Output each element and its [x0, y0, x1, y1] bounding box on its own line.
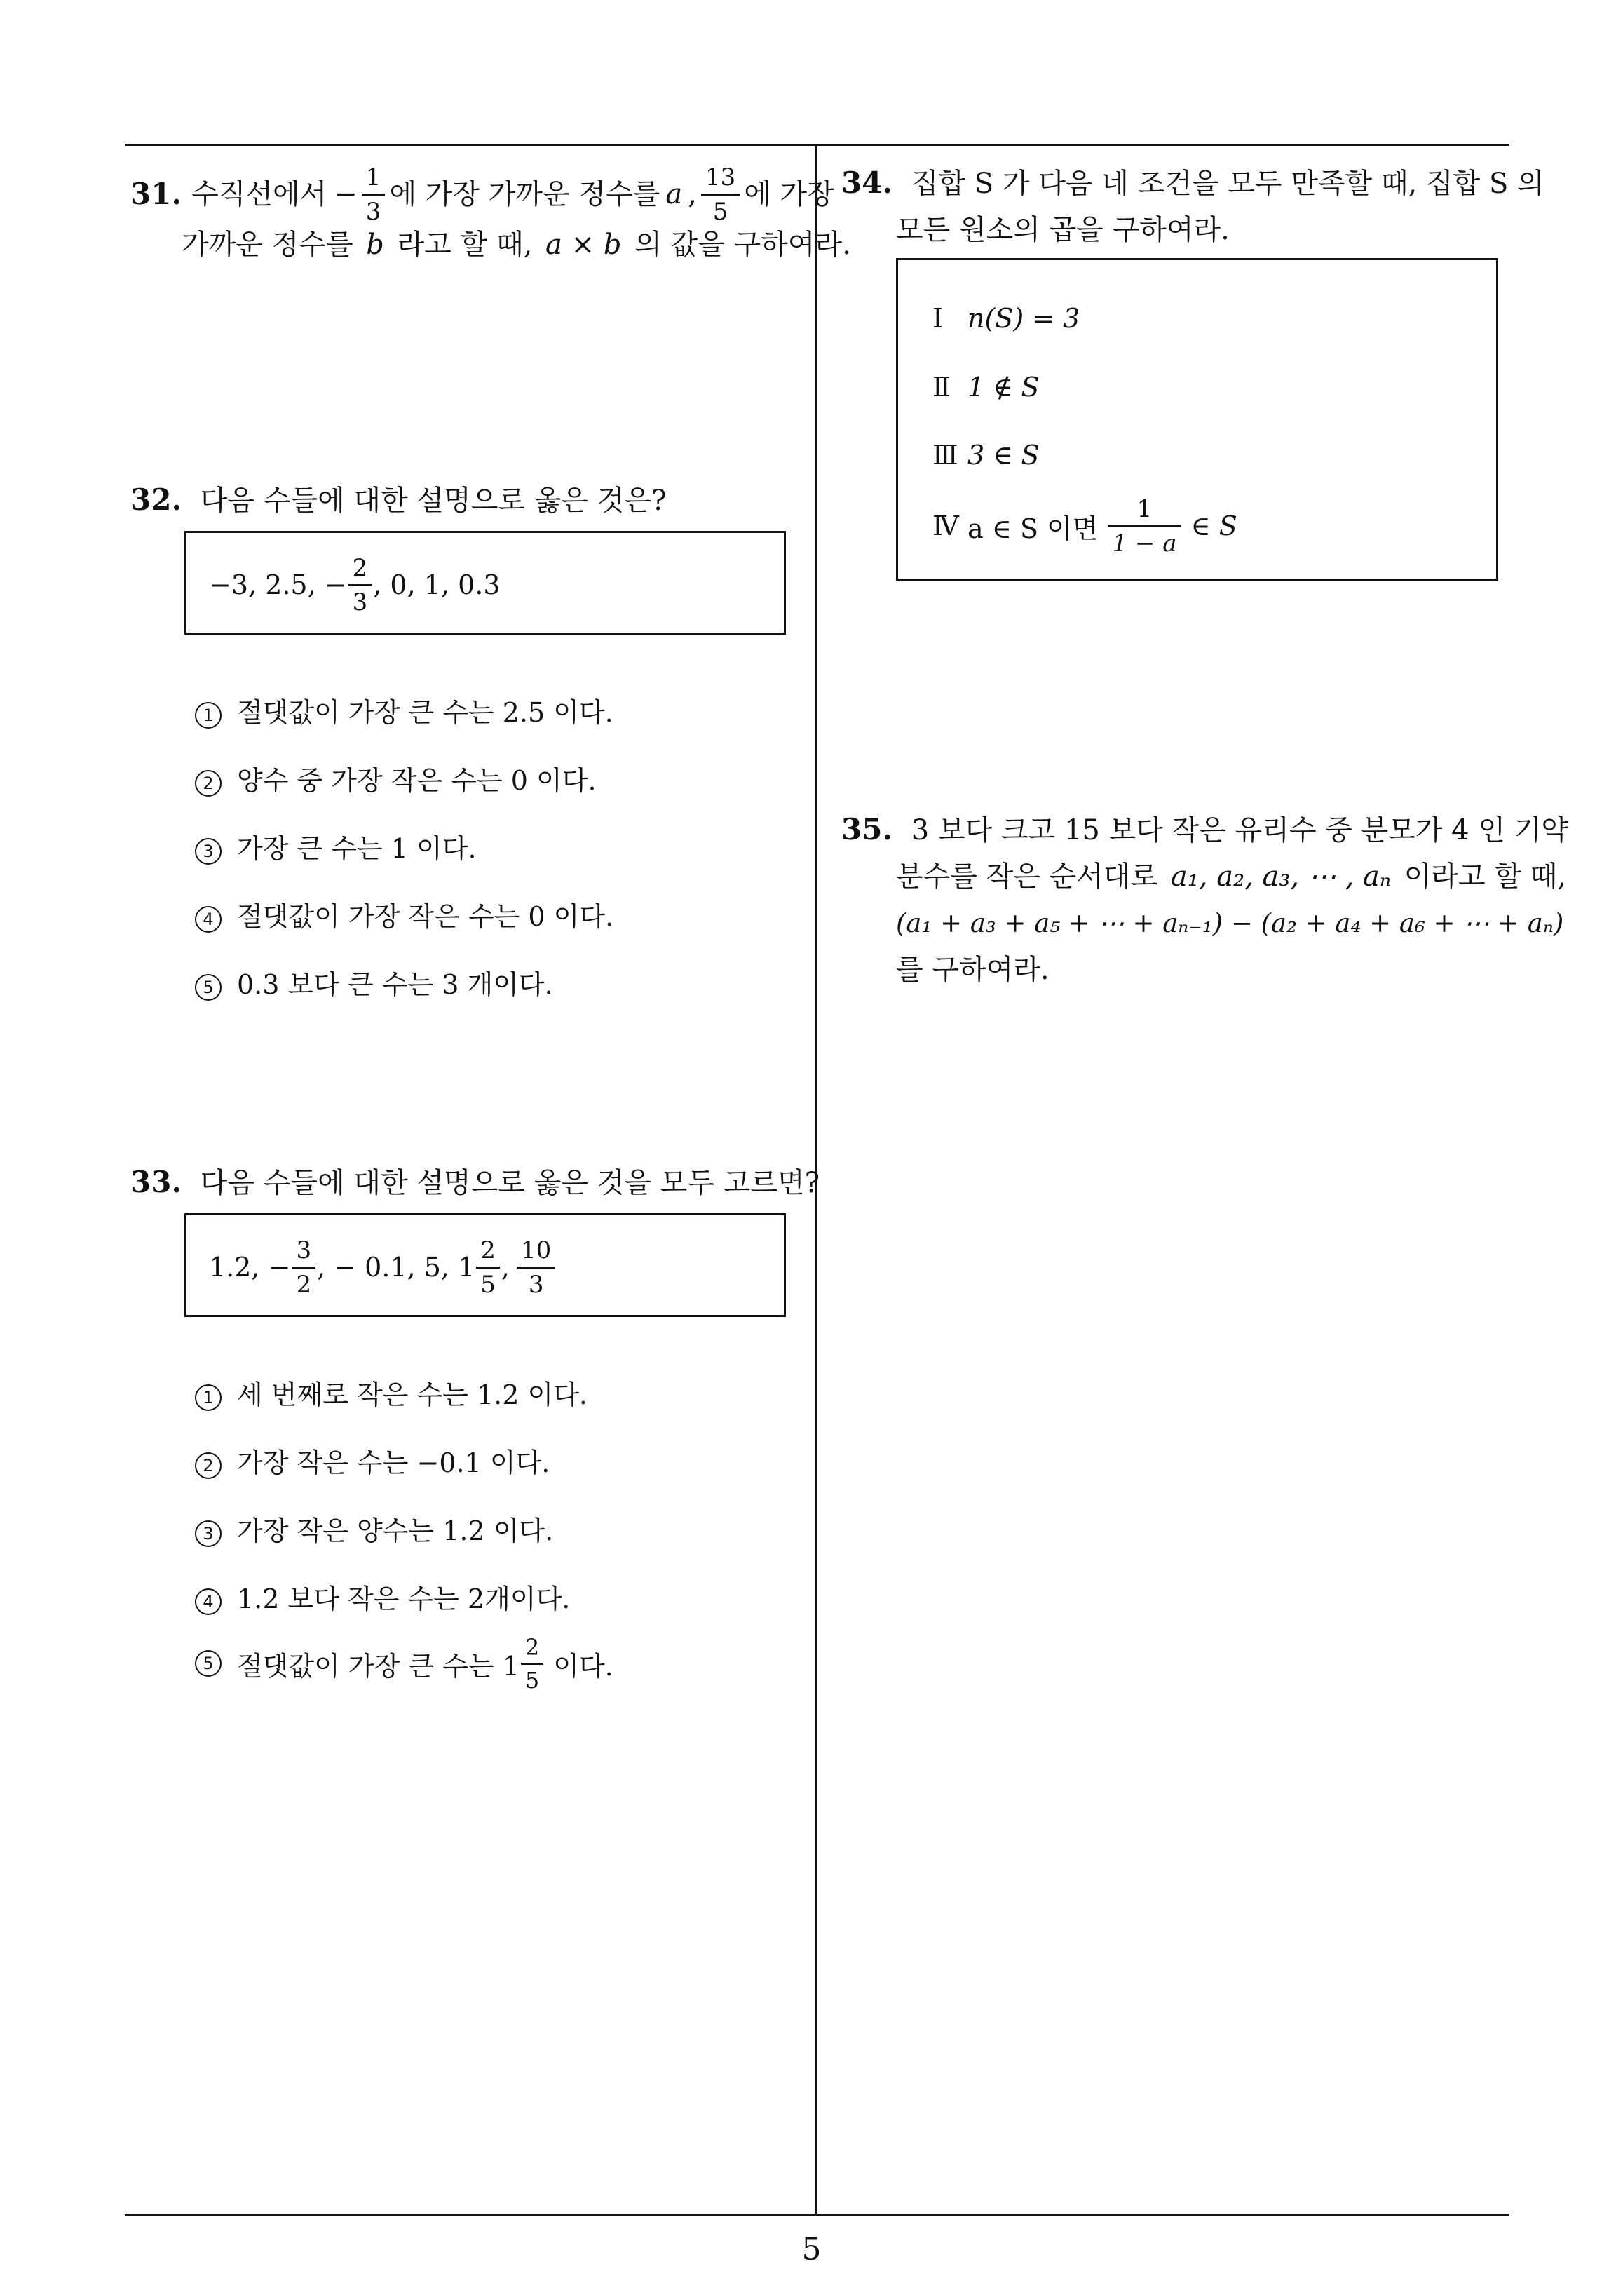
q31-text-2: 에 가장 가까운 정수를	[389, 178, 660, 210]
condition-2: Ⅱ 1 ∉ S	[932, 372, 1040, 403]
q35-line-2: 분수를 작은 순서대로	[896, 860, 1158, 893]
q34-line-2: 모든 원소의 곱을 구하여라.	[896, 214, 1230, 246]
sequence: a₁, a₂, a₃, ⋯ , aₙ	[1170, 860, 1392, 893]
option-5[interactable]: 5 0.3 보다 큰 수는 3 개이다.	[195, 963, 553, 1001]
number-list-comma: ,	[501, 1252, 510, 1283]
option-5[interactable]: 5 절댓값이 가장 큰 수는 1 $\frac{2}{5}$ 이다.	[195, 1628, 613, 1699]
condition-4: Ⅳ a ∈ S 이면 $\frac{1}{1 - a}$ ∈ S	[932, 494, 1237, 558]
question-34	[841, 160, 1544, 253]
variable-a: a	[665, 178, 683, 210]
question-35	[841, 806, 1568, 993]
question-number: 34.	[841, 166, 893, 200]
option-4[interactable]: 4 절댓값이 가장 작은 수는 0 이다.	[195, 895, 613, 933]
option-1[interactable]: 1 세 번째로 작은 수는 1.2 이다.	[195, 1373, 588, 1412]
fraction-two-fifths: $\frac{2}{5}$	[521, 1636, 543, 1691]
variable-b: b	[366, 229, 384, 261]
question-number: 31.	[130, 177, 182, 211]
comma: ,	[688, 178, 697, 210]
question-number: 33.	[130, 1165, 182, 1199]
page-number: 5	[801, 2231, 822, 2267]
product-expression: a × b	[545, 229, 622, 261]
question-33	[130, 1159, 820, 1206]
minus-sign: −	[334, 178, 358, 210]
option-2[interactable]: 2 양수 중 가장 작은 수는 0 이다.	[195, 759, 597, 797]
q31-text-3: 에 가장	[744, 178, 834, 210]
fraction-three-halves: $\frac{3}{2}$	[292, 1238, 315, 1297]
question-31	[130, 163, 851, 268]
question-number: 32.	[130, 482, 182, 517]
fraction-ten-thirds: $\frac{10}{3}$	[517, 1238, 555, 1297]
option-1[interactable]: 1 절댓값이 가장 큰 수는 2.5 이다.	[195, 691, 613, 729]
q35-line-4: 를 구하여라.	[896, 954, 1050, 986]
q35-line-2-end: 이라고 할 때,	[1404, 860, 1567, 893]
question-number: 35.	[841, 812, 893, 846]
q31-text-5: 라고 할 때,	[397, 229, 533, 261]
question-32	[130, 477, 666, 524]
fraction-one-third: $\frac{1}{3}$	[362, 166, 386, 224]
q31-text-4: 가까운 정수를	[182, 229, 353, 261]
option-3[interactable]: 3 가장 작은 양수는 1.2 이다.	[195, 1509, 553, 1548]
number-list-box	[184, 1213, 786, 1317]
q31-text-1: 수직선에서	[191, 178, 327, 210]
q31-text-6: 의 값을 구하여라.	[634, 229, 851, 261]
number-list-middle: , − 0.1, 5, 1	[317, 1252, 475, 1283]
option-4[interactable]: 4 1.2 보다 작은 수는 2개이다.	[195, 1577, 570, 1616]
sum-expression: (a₁ + a₃ + a₅ + ⋯ + aₙ₋₁) − (a₂ + a₄ + a₆ + ⋯ + aₙ)	[896, 908, 1564, 938]
option-2[interactable]: 2 가장 작은 수는 −0.1 이다.	[195, 1441, 550, 1480]
number-list-rest: , 0, 1, 0.3	[373, 569, 501, 600]
q34-line-1: 집합 S 가 다음 네 조건을 모두 만족할 때, 집합 S 의	[911, 168, 1544, 200]
condition-3: Ⅲ 3 ∈ S	[932, 440, 1040, 471]
fraction-two-fifths: $\frac{2}{5}$	[476, 1238, 500, 1297]
number-list: −3, 2.5, −	[209, 569, 347, 600]
option-3[interactable]: 3 가장 큰 수는 1 이다.	[195, 827, 477, 865]
condition-1: Ⅰ n(S) = 3	[932, 303, 1080, 334]
fraction-two-thirds: $\frac{2}{3}$	[348, 556, 372, 614]
bottom-rule	[125, 2214, 1509, 2216]
number-list-box	[184, 531, 786, 635]
question-text: 다음 수들에 대한 설명으로 옳은 것은?	[200, 485, 667, 517]
question-text: 다음 수들에 대한 설명으로 옳은 것을 모두 고르면?	[200, 1167, 820, 1199]
q35-line-1: 3 보다 크고 15 보다 작은 유리수 중 분모가 4 인 기약	[911, 814, 1568, 846]
fraction-one-over-one-minus-a: $\frac{1}{1 - a}$	[1108, 497, 1181, 555]
number-list: 1.2, −	[209, 1252, 291, 1283]
fraction-thirteen-fifths: $\frac{13}{5}$	[701, 166, 740, 224]
